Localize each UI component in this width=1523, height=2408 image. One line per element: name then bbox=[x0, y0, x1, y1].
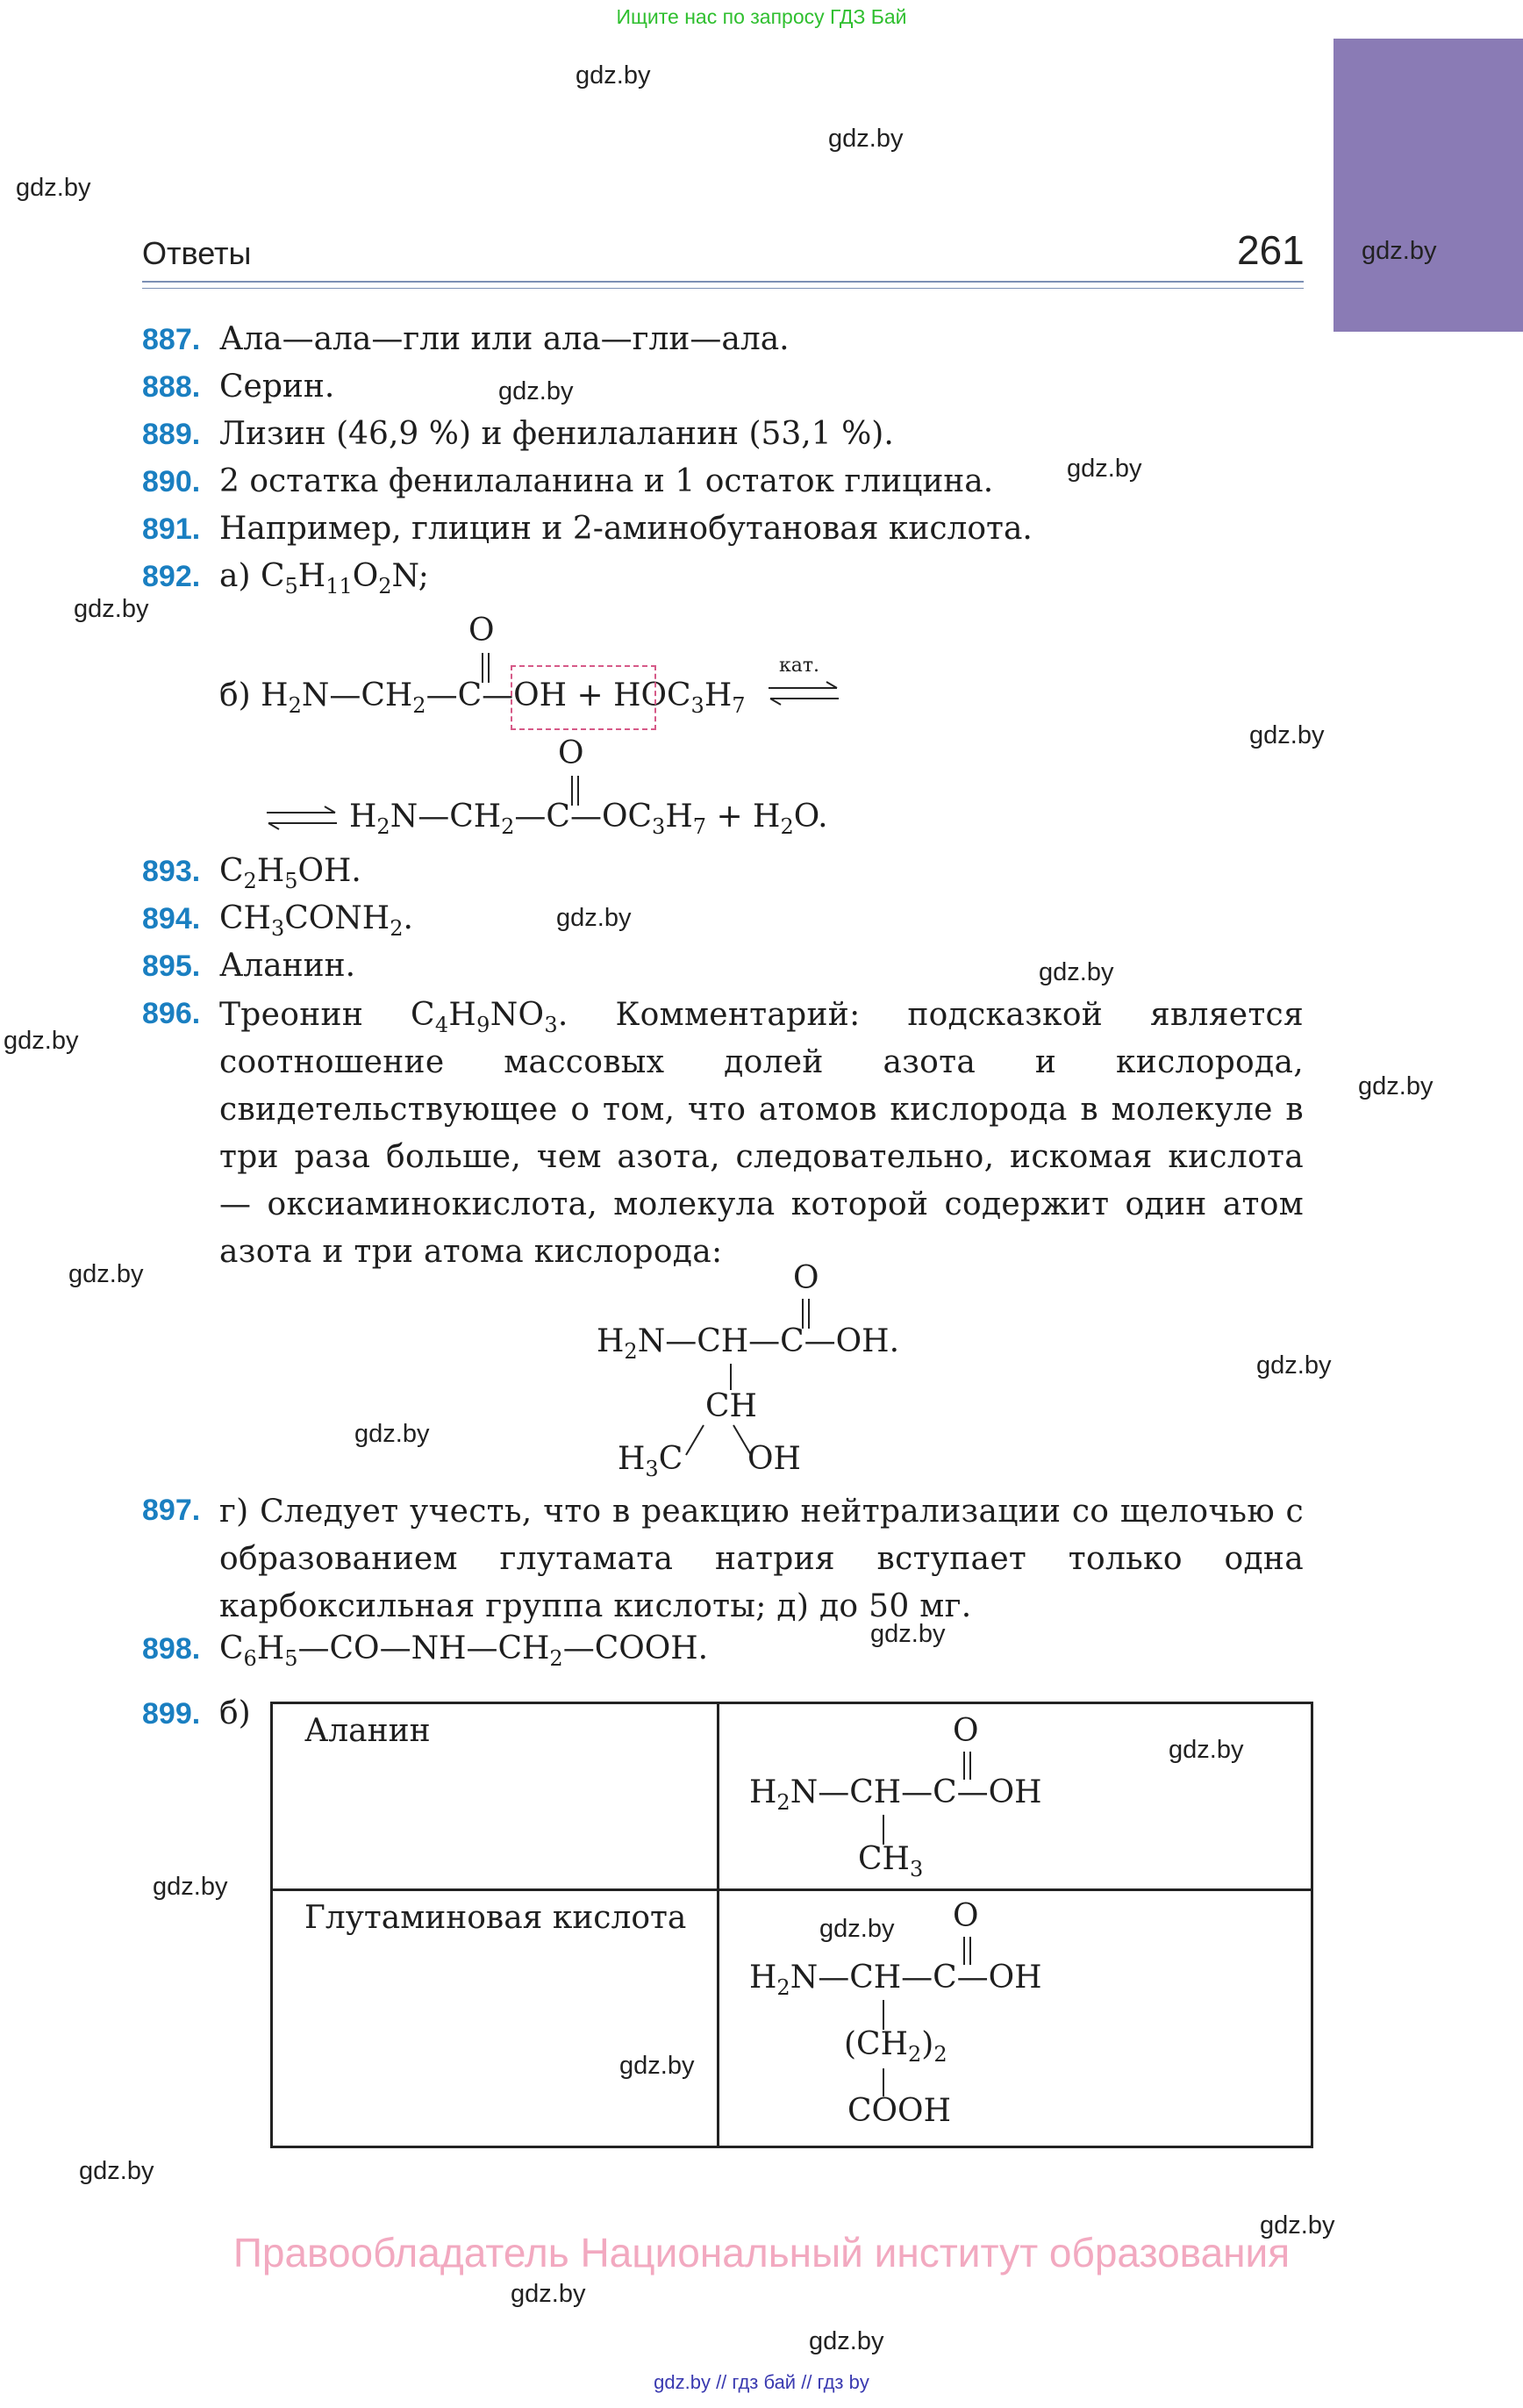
reaction-892-reactants: б) $H_2N—CH_2—C—OH + HOC_3H_7$ bbox=[219, 677, 746, 718]
comment: Комментарий: подсказкой является соотношение массовых долей азота и кислорода, свидетельствующее о том, что атомов кислорода в молекуле в три раза больше, чем азота, следовательно, искомая кислота — оксиаминокислота, молекула которой содержит один атом азота и три атома кислорода: bbox=[219, 997, 1305, 1270]
answer-text: Лизин (46,9 %) и фенилаланин (53,1 %). bbox=[219, 416, 894, 452]
watermark: gdz.by bbox=[870, 1620, 946, 1648]
amino-acid-name: Треонин bbox=[219, 997, 364, 1033]
equilibrium-arrow-icon bbox=[265, 804, 339, 834]
single-bond bbox=[730, 1364, 732, 1390]
answer-number: 892. bbox=[142, 560, 201, 593]
answer-899 bbox=[142, 1695, 251, 1731]
part-label: б) bbox=[219, 1695, 251, 1731]
table-cell-structure bbox=[719, 1703, 1312, 1890]
watermark: gdz.by bbox=[619, 2052, 695, 2080]
single-bond bbox=[883, 2000, 884, 2030]
page-header-title: Ответы bbox=[142, 235, 252, 271]
alanine-main-chain: $H_2N—CH—C—OH$ bbox=[749, 1774, 1042, 1815]
answer-888 bbox=[142, 369, 334, 405]
answer-892 bbox=[142, 558, 429, 598]
watermark: gdz.by bbox=[16, 174, 91, 202]
carbonyl-oxygen: O bbox=[793, 1260, 819, 1296]
alanine-ch3: $CH_3$ bbox=[858, 1841, 924, 1881]
watermark: gdz.by bbox=[1256, 1351, 1332, 1380]
watermark: gdz.by bbox=[809, 2327, 884, 2355]
answer-894 bbox=[142, 900, 413, 941]
table-cell-name bbox=[272, 1890, 719, 2147]
page-tab-marker bbox=[1334, 39, 1523, 332]
answer-number: 896. bbox=[142, 997, 201, 1030]
watermark: gdz.by bbox=[556, 904, 632, 932]
carbonyl-oxygen: O bbox=[468, 613, 495, 649]
answer-number: 894. bbox=[142, 902, 201, 935]
answer-number: 889. bbox=[142, 418, 201, 451]
watermark: gdz.by bbox=[1260, 2211, 1335, 2240]
answer-text: Аланин. bbox=[219, 948, 356, 984]
glutamic-acid-structure bbox=[719, 1891, 1311, 2146]
answer-890 bbox=[142, 463, 993, 499]
formula: $C_4H_9NO_3$. bbox=[410, 997, 568, 1037]
bottom-site-links[interactable]: gdz.by // гдз бай // гдз by bbox=[654, 2371, 869, 2393]
formula: $CH_3CONH_2$. bbox=[219, 900, 413, 941]
amino-acid-name: Аланин bbox=[304, 1713, 431, 1749]
amino-acid-name: Глутаминовая кислота bbox=[304, 1900, 687, 1936]
answer-number: 895. bbox=[142, 950, 201, 983]
alanine-structure bbox=[719, 1704, 1311, 1888]
answer-895 bbox=[142, 948, 355, 984]
answer-887 bbox=[142, 321, 790, 357]
answer-898 bbox=[142, 1630, 709, 1671]
table-cell-structure bbox=[719, 1890, 1312, 2147]
answer-891 bbox=[142, 511, 1033, 547]
formula: $C_6H_5—CO—NH—CH_2—COOH$. bbox=[219, 1630, 709, 1671]
top-search-hint[interactable]: Ищите нас по запросу ГДЗ Бай bbox=[616, 5, 907, 28]
watermark: gdz.by bbox=[354, 1420, 430, 1448]
answer-text: Ала—ала—гли или ала—гли—ала. bbox=[219, 321, 790, 357]
answer-text: Например, глицин и 2-аминобутановая кислота. bbox=[219, 511, 1033, 547]
glutamic-cooh: COOH bbox=[847, 2093, 951, 2129]
threonine-main-chain: $H_2N—CH—C—OH$. bbox=[597, 1323, 900, 1364]
watermark: gdz.by bbox=[1358, 1072, 1434, 1100]
formula: $C_2H_5OH$. bbox=[219, 853, 361, 893]
watermark: gdz.by bbox=[1169, 1736, 1244, 1764]
watermark: gdz.by bbox=[576, 61, 651, 90]
watermark: gdz.by bbox=[1249, 721, 1325, 749]
watermark: gdz.by bbox=[1067, 455, 1142, 483]
threonine-ch3: $H_3C$ bbox=[618, 1441, 683, 1481]
watermark: gdz.by bbox=[79, 2157, 154, 2185]
answer-number: 887. bbox=[142, 323, 201, 356]
page-number: 261 bbox=[1237, 227, 1305, 273]
watermark: gdz.by bbox=[511, 2280, 586, 2308]
answer-number: 891. bbox=[142, 512, 201, 546]
answer-number: 897. bbox=[142, 1494, 201, 1527]
answer-number: 899. bbox=[142, 1697, 201, 1731]
answer-number: 898. bbox=[142, 1632, 201, 1666]
watermark: gdz.by bbox=[498, 377, 574, 405]
carbonyl-oxygen: O bbox=[953, 1898, 979, 1934]
answer-number: 890. bbox=[142, 465, 201, 498]
header-rule bbox=[142, 288, 1304, 289]
watermark: gdz.by bbox=[828, 125, 904, 153]
watermark: gdz.by bbox=[68, 1260, 144, 1288]
answer-893 bbox=[142, 853, 361, 893]
highlight-box bbox=[511, 665, 656, 730]
formula-a: а) $C_5H_{11}O_2N$; bbox=[219, 558, 429, 598]
catalyst-label: кат. bbox=[779, 655, 820, 677]
amino-acid-table bbox=[270, 1702, 1313, 2148]
table-row bbox=[272, 1703, 1312, 1890]
threonine-ch: CH bbox=[705, 1388, 757, 1424]
answer-text: 2 остатка фенилаланина и 1 остаток глицина. bbox=[219, 463, 994, 499]
answer-number: 888. bbox=[142, 370, 201, 404]
answer-889 bbox=[142, 416, 894, 452]
answer-897-text: г) Следует учесть, что в реакцию нейтрализации со щелочью с образованием глутамата натрия вступает только одна карбоксильная группа кислоты; д) до 50 мг. bbox=[219, 1494, 1304, 1624]
reaction-892-products: $H_2N—CH_2—C—OC_3H_7 + H_2O$. bbox=[349, 799, 828, 839]
table-row bbox=[272, 1890, 1312, 2147]
watermark: gdz.by bbox=[1362, 237, 1437, 265]
watermark: gdz.by bbox=[153, 1873, 228, 1901]
threonine-oh: OH bbox=[747, 1441, 801, 1477]
header-rule bbox=[142, 281, 1304, 283]
answer-896-text bbox=[219, 992, 1304, 1276]
carbonyl-oxygen: O bbox=[558, 735, 584, 771]
watermark: gdz.by bbox=[1039, 958, 1114, 986]
rights-holder-notice: Правообладатель Национальный институт образования bbox=[232, 2230, 1291, 2275]
watermark: gdz.by bbox=[74, 595, 149, 623]
answer-number: 893. bbox=[142, 855, 201, 888]
glutamic-main-chain: $H_2N—CH—C—OH$ bbox=[749, 1960, 1042, 2000]
single-bond bbox=[883, 1815, 884, 1845]
answer-text: Серин. bbox=[219, 369, 335, 405]
glutamic-ch2-group: $(CH_2)_2$ bbox=[844, 2026, 947, 2067]
table-cell-name bbox=[272, 1703, 719, 1890]
carbonyl-oxygen: O bbox=[953, 1713, 979, 1749]
equilibrium-arrow-icon bbox=[767, 679, 840, 709]
watermark: gdz.by bbox=[4, 1027, 79, 1055]
watermark: gdz.by bbox=[819, 1915, 895, 1943]
